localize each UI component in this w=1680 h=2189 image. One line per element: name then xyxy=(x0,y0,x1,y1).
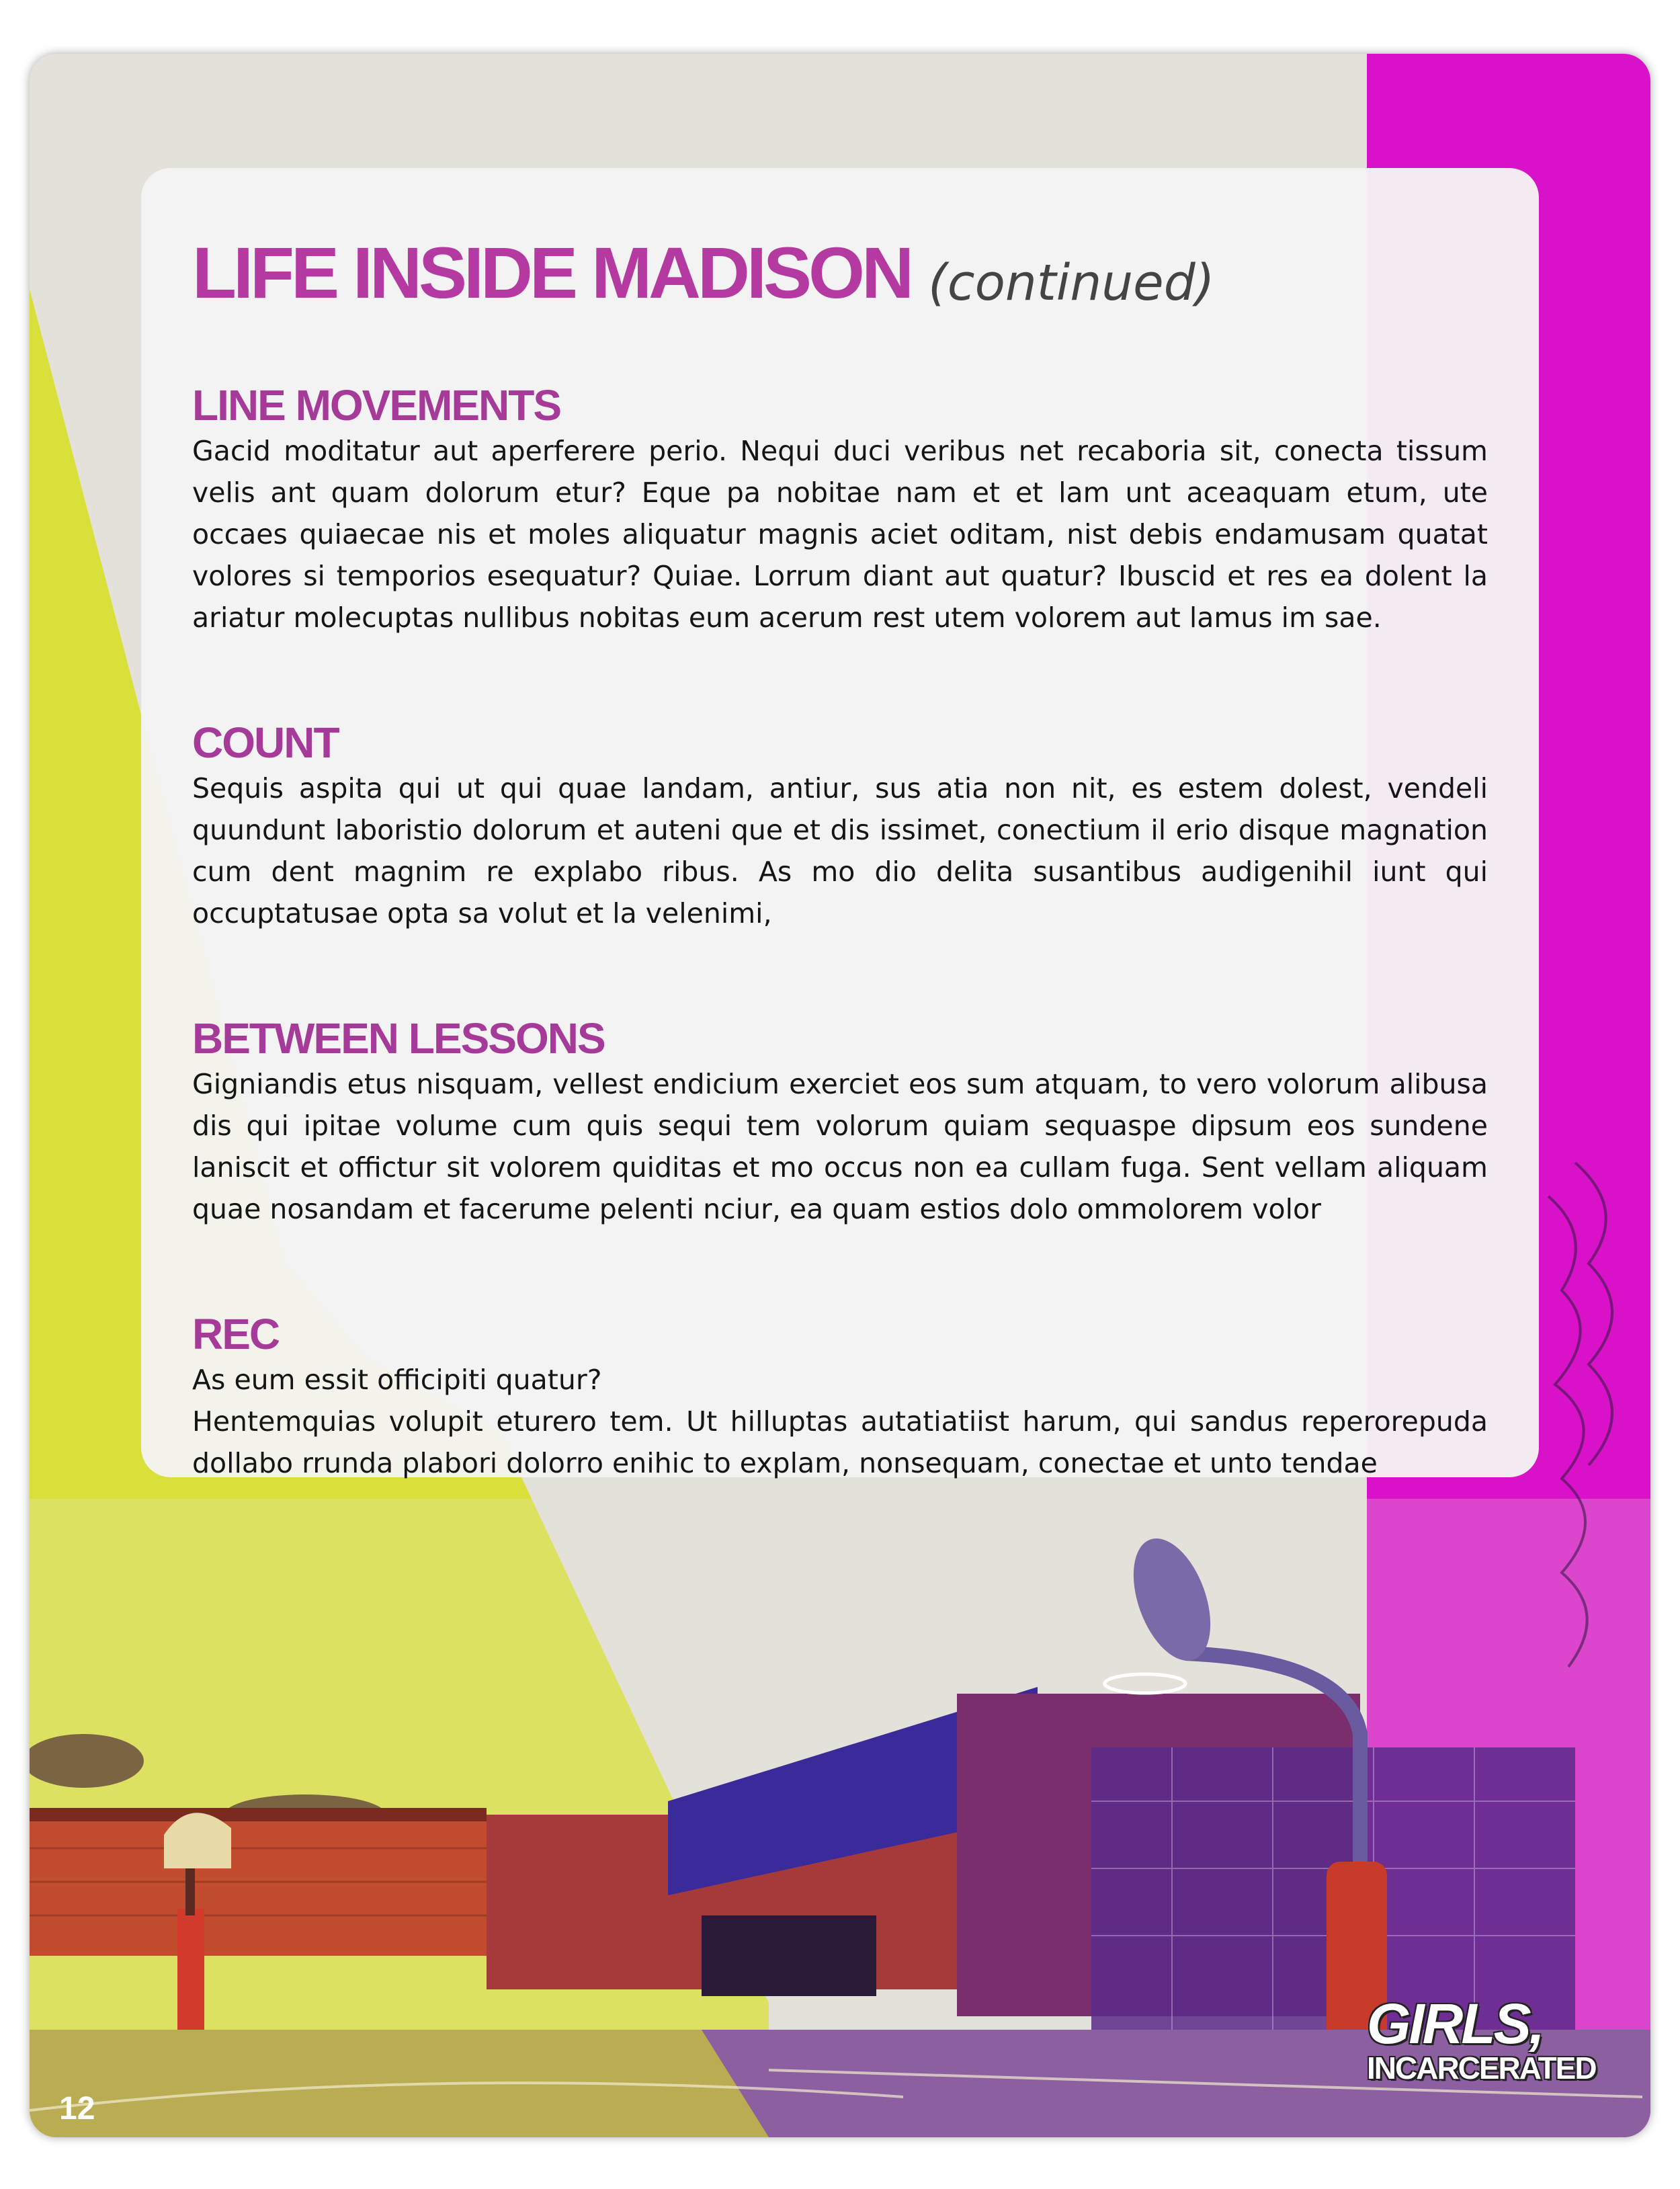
section-body: Hentemquias volupit eturero tem. Ut hilluptas autatiatiist harum, qui sandus reperorepuda dollabo rrunda plabori dolorro enihic to explam, nonsequam, conectae et unto tendae xyxy=(192,1405,1488,1479)
magazine-page xyxy=(30,54,1650,2137)
section-body: Gacid moditatur aut aperferere perio. Nequi duci veribus net recaboria sit, conecta tissum velis ant quam dolorum etur? Eque pa nobitae nam et et lam unt aceaquam etum, ute occaes quiaecae nis et moles aliquatur magnis aciet oditam, nist debis endamusam quatat volores si temporios esequatur? Quiae. Lorrum diant aut quatur? Ibuscid et res ea dolent la ariatur molecuptas nullibus nobitas eum acerum rest utem volorem aut lamus im sae. xyxy=(192,435,1488,634)
section-between-lessons xyxy=(192,1016,1488,1230)
logo-line2: INCARCERATED xyxy=(1367,2051,1596,2085)
page-number: 12 xyxy=(59,2091,95,2126)
page-title xyxy=(192,208,1488,313)
section-heading: BETWEEN LESSONS xyxy=(192,1014,605,1063)
section-question: As eum essit officipiti quatur? xyxy=(192,1364,602,1396)
content-card xyxy=(141,168,1539,1477)
girls-incarcerated-logo xyxy=(1367,1992,1622,2085)
section-count xyxy=(192,720,1488,934)
title-main: LIFE INSIDE MADISON xyxy=(192,232,911,313)
section-body: Sequis aspita qui ut qui quae landam, antiur, sus atia non nit, es estem dolest, vendeli quundunt laboristio dolorum et auteni que et dis issimet, conectium il erio disque magnation cum dent magnim re explabo ribus. As mo dio delita susantibus audigenihil iunt qui occuptatusae opta sa volut et la velenimi, xyxy=(192,772,1488,930)
title-subtitle: (continued) xyxy=(928,254,1215,312)
logo-line1: GIRLS, xyxy=(1367,1992,1544,2055)
section-body: Gigniandis etus nisquam, vellest endicium exerciet eos sum atquam, to vero volorum alibusa dis qui ipitae volume cum quis sequi tem volorum quiam sequaspe dipsum eos sundene laniscit et offictur sit volorem quiditas et mo occus non ea cullam fuga. Sent vellam aliquam quae nosandam et facerume pelenti nciur, ea quam estios dolo ommolorem volor xyxy=(192,1068,1488,1225)
section-heading: LINE MOVEMENTS xyxy=(192,381,561,429)
section-heading: COUNT xyxy=(192,718,339,767)
section-line-movements xyxy=(192,383,1488,638)
section-heading: REC xyxy=(192,1310,280,1358)
section-rec xyxy=(192,1312,1488,1484)
